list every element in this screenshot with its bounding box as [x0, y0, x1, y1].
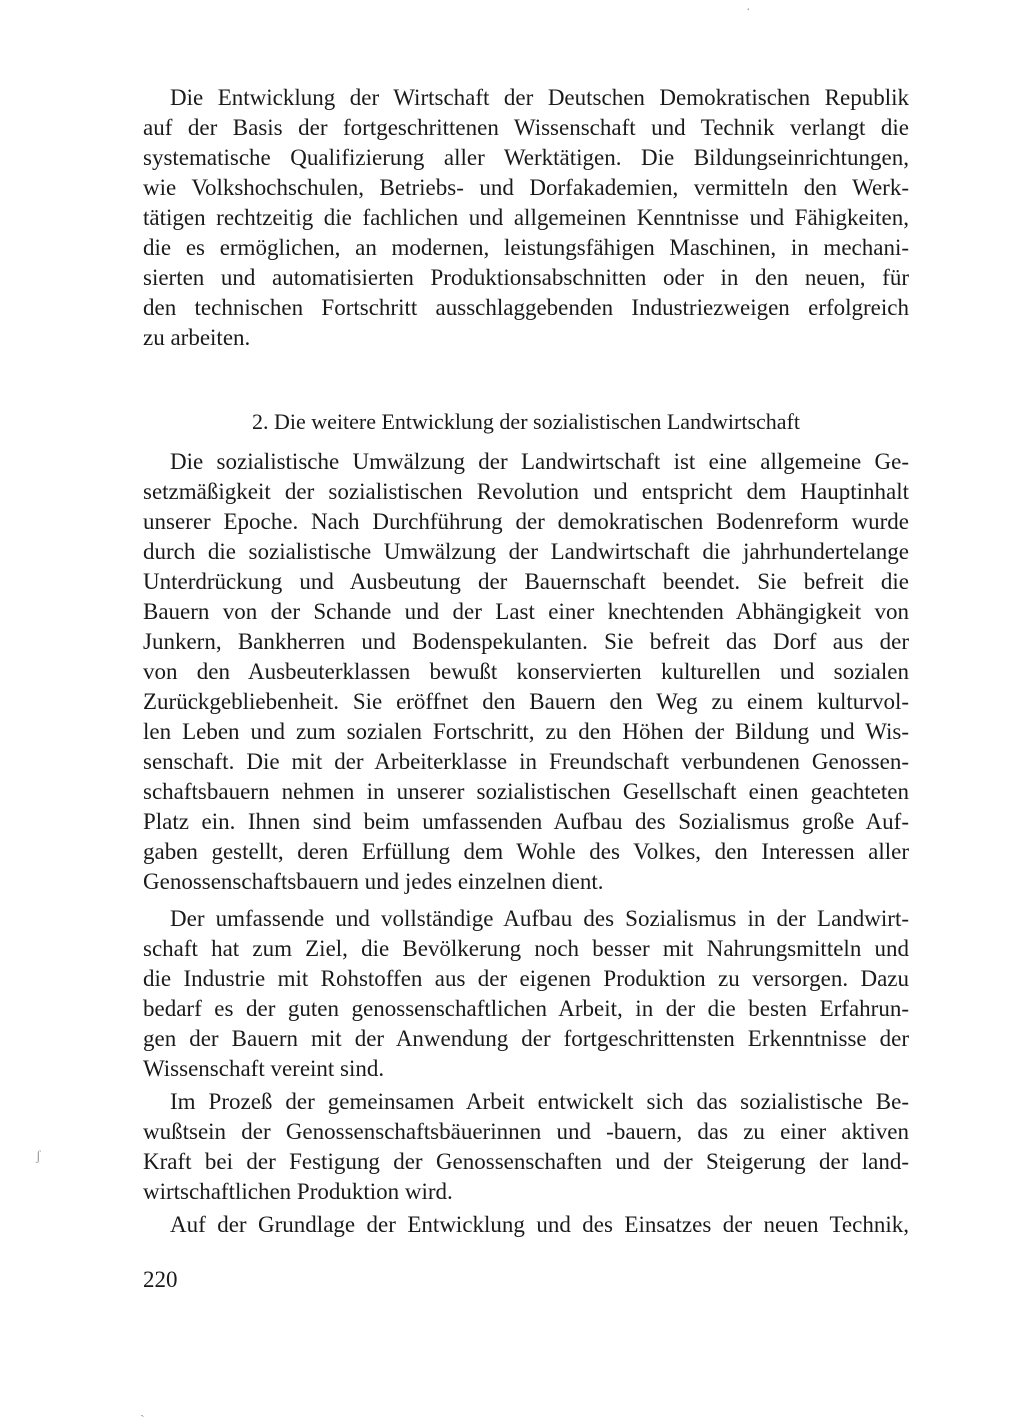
- page-number: 220: [143, 1267, 178, 1292]
- text-line: wußtsein der Genossenschaftsbäuerinnen und -bauern, das zu einer aktiven: [143, 1119, 909, 1144]
- paragraph-3: [143, 904, 909, 1084]
- text-line: Unterdrückung und Ausbeutung der Bauernschaft beendet. Sie befreit die: [143, 569, 909, 594]
- text-line: auf der Basis der fortgeschrittenen Wissenschaft und Technik verlangt die: [143, 115, 909, 140]
- text-line: die Industrie mit Rohstoffen aus der eigenen Produktion zu versorgen. Dazu: [143, 966, 909, 991]
- paragraph-4: [143, 1087, 909, 1207]
- text-line: Wissenschaft vereint sind.: [143, 1056, 385, 1081]
- scan-speck-mark: ·: [746, 3, 751, 18]
- text-line: Im Prozeß der gemeinsamen Arbeit entwickelt sich das sozialistische Be-: [170, 1089, 909, 1114]
- text-line: die es ermöglichen, an modernen, leistungsfähigen Maschinen, in mechani-: [143, 235, 909, 260]
- text-line: schaft hat zum Ziel, die Bevölkerung noch besser mit Nahrungsmitteln und: [143, 936, 909, 961]
- text-line: durch die sozialistische Umwälzung der Landwirtschaft die jahrhundertelange: [143, 539, 909, 564]
- text-line: Auf der Grundlage der Entwicklung und des Einsatzes der neuen Technik,: [170, 1212, 909, 1237]
- text-line: Die sozialistische Umwälzung der Landwirtschaft ist eine allgemeine Ge-: [170, 449, 909, 474]
- text-line: wie Volkshochschulen, Betriebs- und Dorfakademien, vermitteln den Werk-: [143, 175, 909, 200]
- text-line: Zurückgebliebenheit. Sie eröffnet den Bauern den Weg zu einem kulturvol-: [143, 689, 909, 714]
- text-line: gaben gestellt, deren Erfüllung dem Wohle des Volkes, den Interessen aller: [143, 839, 909, 864]
- scan-speck-mark: ˏ: [140, 1403, 145, 1418]
- text-line: gen der Bauern mit der Anwendung der fortgeschrittensten Erkenntnisse der: [143, 1026, 909, 1051]
- paragraph-1: [143, 83, 909, 353]
- text-line: sierten und automatisierten Produktionsabschnitten oder in den neuen, für: [143, 265, 909, 290]
- text-line: Junkern, Bankherren und Bodenspekulanten. Sie befreit das Dorf aus der: [143, 629, 909, 654]
- text-line: Kraft bei der Festigung der Genossenschaften und der Steigerung der land-: [143, 1149, 909, 1174]
- text-line: Platz ein. Ihnen sind beim umfassenden Aufbau des Sozialismus große Auf-: [143, 809, 909, 834]
- text-line: setzmäßigkeit der sozialistischen Revolution und entspricht dem Hauptinhalt: [143, 479, 909, 504]
- section-heading: 2. Die weitere Entwicklung der sozialistischen Landwirtschaft: [252, 409, 800, 434]
- text-line: systematische Qualifizierung aller Werktätigen. Die Bildungseinrichtungen,: [143, 145, 909, 170]
- text-line: den technischen Fortschritt ausschlaggebenden Industriezweigen erfolgreich: [143, 295, 909, 320]
- paragraph-2: [143, 447, 909, 897]
- text-line: wirtschaftlichen Produktion wird.: [143, 1179, 453, 1204]
- text-line: Bauern von der Schande und der Last einer knechtenden Abhängigkeit von: [143, 599, 909, 624]
- text-line: Der umfassende und vollständige Aufbau des Sozialismus in der Landwirt-: [170, 906, 909, 931]
- scan-speck-mark: ʃ: [36, 1149, 41, 1164]
- text-line: unserer Epoche. Nach Durchführung der demokratischen Bodenreform wurde: [143, 509, 909, 534]
- text-line: senschaft. Die mit der Arbeiterklasse in Freundschaft verbundenen Genossen-: [143, 749, 909, 774]
- text-line: bedarf es der guten genossenschaftlichen Arbeit, in der die besten Erfahrun-: [143, 996, 909, 1021]
- text-line: tätigen rechtzeitig die fachlichen und allgemeinen Kenntnisse und Fähigkeiten,: [143, 205, 909, 230]
- paragraph-5: [143, 1210, 909, 1240]
- text-line: zu arbeiten.: [143, 325, 251, 350]
- text-line: von den Ausbeuterklassen bewußt konservierten kulturellen und sozialen: [143, 659, 909, 684]
- text-line: len Leben und zum sozialen Fortschritt, zu den Höhen der Bildung und Wis-: [143, 719, 909, 744]
- text-line: Genossenschaftsbauern und jedes einzelnen dient.: [143, 869, 604, 894]
- text-line: Die Entwicklung der Wirtschaft der Deutschen Demokratischen Republik: [170, 85, 909, 110]
- text-line: schaftsbauern nehmen in unserer sozialistischen Gesellschaft einen geachteten: [143, 779, 909, 804]
